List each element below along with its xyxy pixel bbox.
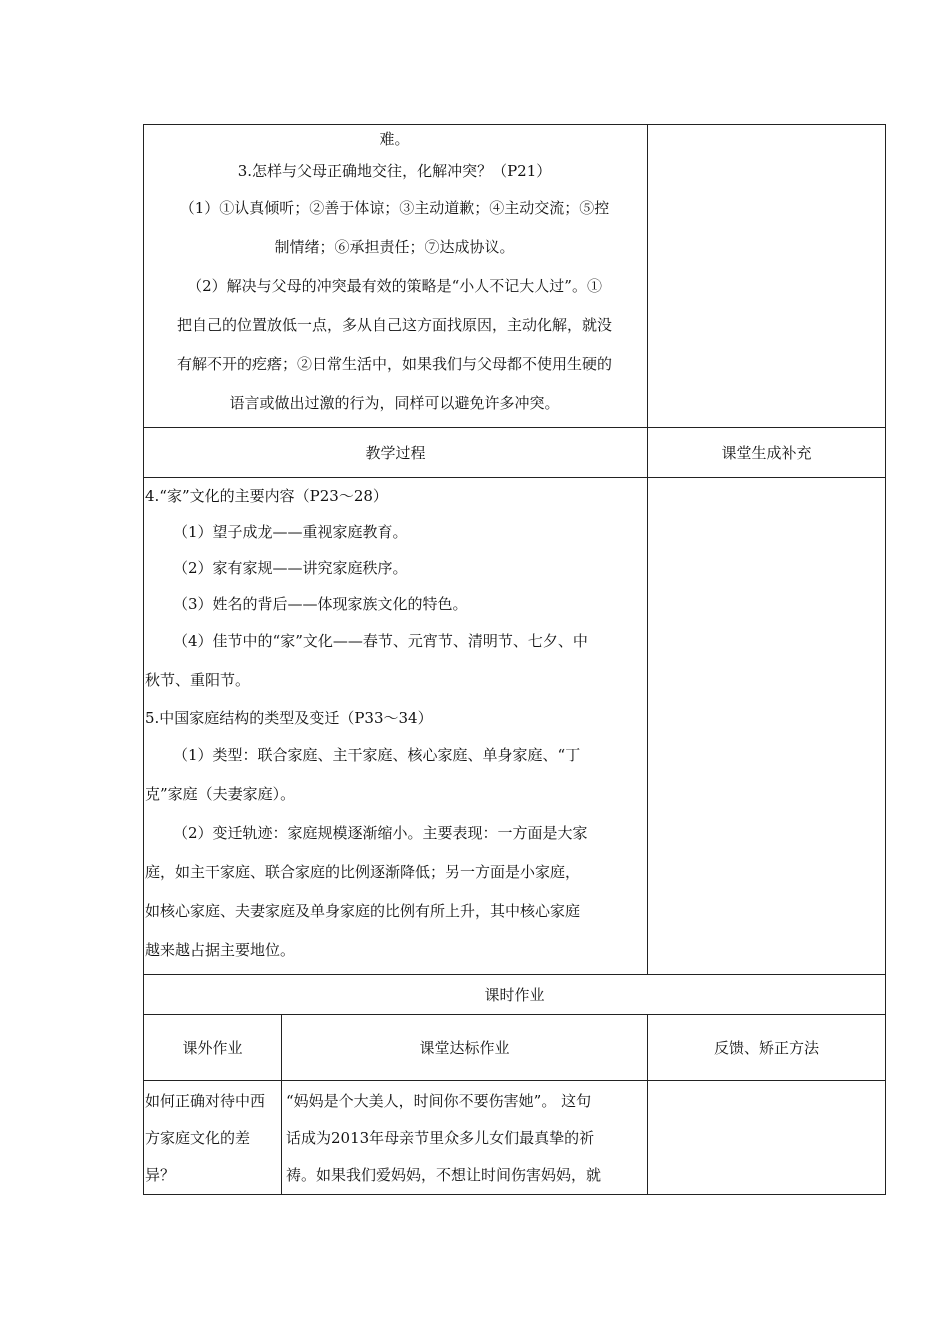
teaching-header-row <box>144 428 886 478</box>
content-line: 方家庭文化的差 <box>145 1129 251 1147</box>
content-line: （1）望子成龙——重视家庭教育。 <box>173 523 408 541</box>
content-line: 祷。如果我们爱妈妈，不想让时间伤害妈妈，就 <box>286 1166 602 1184</box>
content-line: 4.“家”文化的主要内容（P23～28） <box>145 487 388 505</box>
content-line: 庭，如主干家庭、联合家庭的比例逐渐降低；另一方面是小家庭， <box>145 863 581 881</box>
content-line: 如核心家庭、夫妻家庭及单身家庭的比例有所上升，其中核心家庭 <box>145 902 581 920</box>
feedback-cell-empty <box>648 1081 886 1195</box>
content-line: （1）类型：联合家庭、主干家庭、核心家庭、单身家庭、“丁 <box>173 746 581 764</box>
content-line: “妈妈是个大美人，时间你不要伤害她”。 这句 <box>286 1092 592 1110</box>
teaching-process-header: 教学过程 <box>144 428 648 478</box>
outside-homework-cell <box>144 1081 282 1195</box>
feedback-header: 反馈、矫正方法 <box>648 1015 886 1081</box>
content-line: 语言或做出过激的行为，同样可以避免许多冲突。 <box>229 394 560 412</box>
content-line: 秋节、重阳节。 <box>145 671 251 689</box>
homework-header: 课时作业 <box>144 975 886 1015</box>
content-line: 5.中国家庭结构的类型及变迁（P33～34） <box>145 709 433 727</box>
content-line: （2）家有家规——讲究家庭秩序。 <box>173 559 408 577</box>
content-line: 异？ <box>145 1166 176 1184</box>
parent-conflict-cell <box>144 125 648 428</box>
content-line: 难。 <box>379 130 410 148</box>
class-supplement-header: 课堂生成补充 <box>648 428 886 478</box>
content-line: 如何正确对待中西 <box>145 1092 266 1110</box>
content-line: 越来越占据主要地位。 <box>145 941 296 959</box>
content-line: 制情绪；⑥承担责任；⑦达成协议。 <box>274 238 515 256</box>
class-homework-header: 课堂达标作业 <box>282 1015 648 1081</box>
supplement-cell-empty <box>648 125 886 428</box>
content-line: 话成为2013年母亲节里众多儿女们最真挚的祈 <box>286 1129 595 1147</box>
content-line: （4）佳节中的“家”文化——春节、元宵节、清明节、七夕、中 <box>173 632 588 650</box>
content-line: （2）变迁轨迹：家庭规模逐渐缩小。主要表现：一方面是大家 <box>173 824 588 842</box>
supplement-cell-empty <box>648 478 886 975</box>
lesson-plan-table <box>143 124 886 1195</box>
parent-conflict-row <box>144 125 886 428</box>
outside-homework-header: 课外作业 <box>144 1015 282 1081</box>
homework-columns-row <box>144 1015 886 1081</box>
content-line: 有解不开的疙瘩；②日常生活中，如果我们与父母都不使用生硬的 <box>177 355 613 373</box>
content-line: 把自己的位置放低一点，多从自己这方面找原因，主动化解，就没 <box>177 316 613 334</box>
content-line: （3）姓名的背后——体现家族文化的特色。 <box>173 595 468 613</box>
content-line: 克”家庭（夫妻家庭）。 <box>145 785 296 803</box>
content-line: 3.怎样与父母正确地交往，化解冲突？（P21） <box>237 162 552 180</box>
class-homework-cell <box>282 1081 648 1195</box>
content-line: （1）①认真倾听；②善于体谅；③主动道歉；④主动交流；⑤控 <box>179 199 610 217</box>
homework-title-row <box>144 975 886 1015</box>
family-culture-row <box>144 478 886 975</box>
content-line: （2）解决与父母的冲突最有效的策略是“小人不记大人过”。① <box>187 277 602 295</box>
homework-content-row <box>144 1081 886 1195</box>
family-culture-cell <box>144 478 648 975</box>
